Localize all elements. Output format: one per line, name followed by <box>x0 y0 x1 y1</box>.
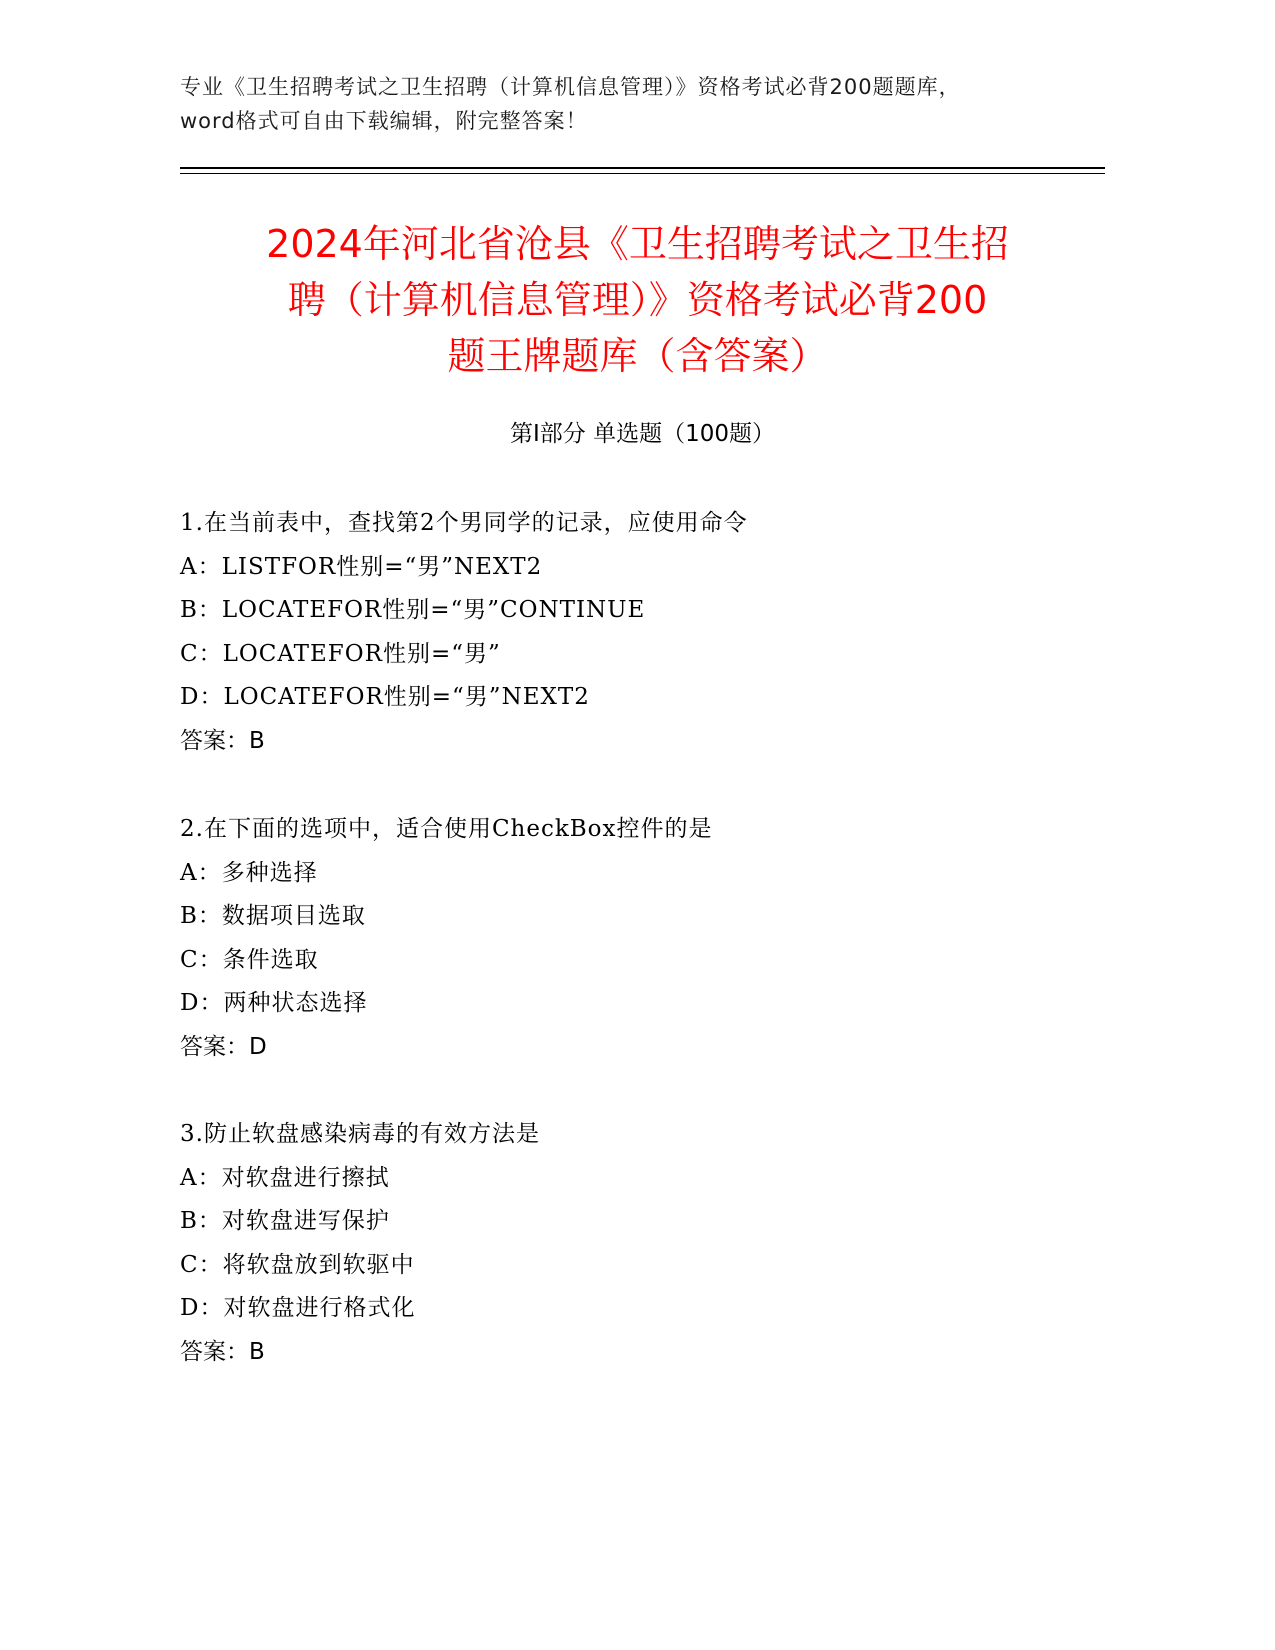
option-a: A：LISTFOR性别=“男”NEXT2 <box>180 553 543 580</box>
question-stem: 2.在下面的选项中，适合使用CheckBox控件的是 <box>180 816 713 842</box>
answer: 答案：B <box>180 727 265 754</box>
answer: 答案：B <box>180 1338 265 1365</box>
option-c: C：条件选取 <box>180 946 319 973</box>
question-1 <box>180 502 1105 763</box>
section-title: 第Ⅰ部分 单选题（100题） <box>510 421 775 447</box>
header-divider-thin <box>180 173 1105 174</box>
document-title <box>160 216 1115 384</box>
option-b: B：LOCATEFOR性别=“男”CONTINUE <box>180 597 646 623</box>
option-a: A：多种选择 <box>180 859 318 886</box>
question-stem: 3.防止软盘感染病毒的有效方法是 <box>180 1121 540 1147</box>
option-d: D：对软盘进行格式化 <box>180 1295 416 1321</box>
option-d: D：两种状态选择 <box>180 990 368 1016</box>
option-b: B：数据项目选取 <box>180 903 366 929</box>
option-d: D：LOCATEFOR性别=“男”NEXT2 <box>180 684 590 710</box>
option-a: A：对软盘进行擦拭 <box>180 1164 390 1191</box>
question-stem: 1.在当前表中，查找第2个男同学的记录，应使用命令 <box>180 510 748 536</box>
header-line-2: word格式可自由下载编辑，附完整答案！ <box>180 109 588 133</box>
header-divider-thick <box>180 167 1105 169</box>
option-c: C：LOCATEFOR性别=“男” <box>180 640 501 667</box>
title-line-2: 聘（计算机信息管理）》资格考试必背200 <box>287 278 988 322</box>
title-line-1: 2024年河北省沧县《卫生招聘考试之卫生招 <box>266 222 1009 266</box>
question-3 <box>180 1113 1105 1374</box>
option-c: C：将软盘放到软驱中 <box>180 1251 415 1278</box>
title-line-3: 题王牌题库（含答案） <box>447 334 828 378</box>
header-line-1: 专业《卫生招聘考试之卫生招聘（计算机信息管理）》资格考试必背200题题库， <box>180 75 961 99</box>
option-b: B：对软盘进写保护 <box>180 1208 390 1234</box>
answer: 答案：D <box>180 1033 267 1060</box>
document-header <box>180 70 1100 138</box>
question-2 <box>180 808 1105 1069</box>
